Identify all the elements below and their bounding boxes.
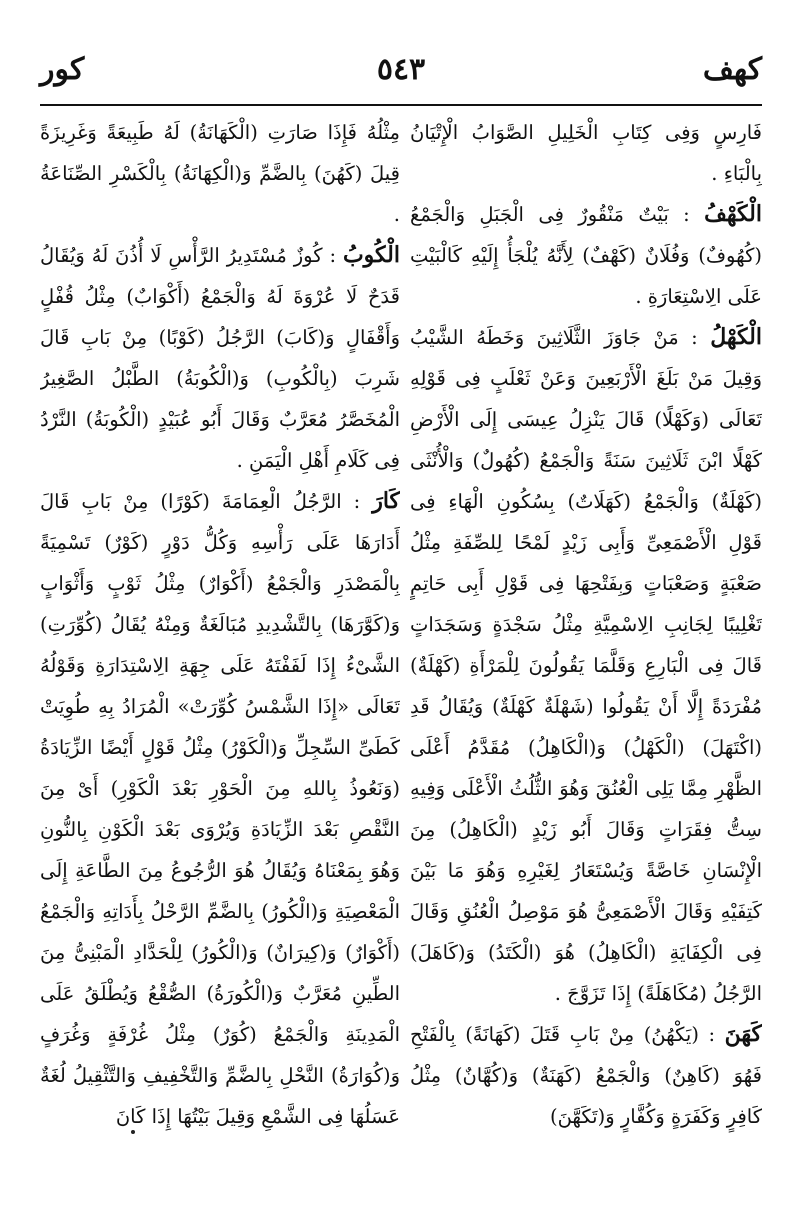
right-column [410,112,762,1182]
entry-kara [40,481,400,1137]
entry-text: : بَيْتٌ مَنْقُورٌ فِى الْجَبَلِ وَالْجَمْعُ (كُهُوفٌ) وَفُلَانٌ (كَهْفٌ) لِأَنَّهُ يُلْجَأُ إِلَيْهِ كَالْبَيْتِ عَلَى الِاسْتِعَارَةِ . [410,203,762,308]
running-headword-left: كور [40,52,85,87]
entry-kahana [410,1014,762,1137]
entry-continuation [410,112,762,194]
entry-text: فَارِسٍ وَفِى كِتَابِ الْخَلِيلِ الصَّوَابُ الْإِتْيَانُ بِالْبَاءِ . [410,121,762,185]
entry-text: : كُوزٌ مُسْتَدِيرُ الرَّأْسِ لَا أُذُنَ لَهُ وَيُقَالُ قَدَحٌ لَا عُرْوَةَ لَهُ وَالْجَمْعُ (أَكْوَابٌ) مِثْلُ قُفْلٍ وَأَقْفَالٍ وَ(كَابَ) الرَّجُلُ (كَوْبًا) مِنْ بَابِ قَالَ شَرِبَ (بِالْكُوبِ) وَ(الْكُوبَةُ) الطَّبْلُ الصَّغِيرُ الْمُخَصَّرُ مُعَرَّبٌ وَقَالَ أَبُو عُبَيْدٍ (الْكُوبَةُ) النَّرْدُ فِى كَلَامِ أَهْلِ الْيَمَنِ . [40,244,400,472]
page-number: ٥٤٣ [376,52,426,87]
entry-kahl [410,317,762,1014]
entry-kahf [410,194,762,317]
left-column [40,112,400,1182]
header-rule [40,104,762,106]
print-speck [131,1130,135,1134]
entry-headword: الْكَهْفُ [704,201,762,227]
entry-text: : الرَّجُلُ الْعِمَامَةَ (كَوْرًا) مِنْ بَابِ قَالَ أَدَارَهَا عَلَى رَأْسِهِ وَكُلُّ دَوْرٍ (كَوْرٌ) تَسْمِيَةً بِالْمَصْدَرِ وَالْجَمْعُ (أَكْوَارٌ) مِثْلُ ثَوْبٍ وَأَثْوَابٍ وَ(كَوَّرَهَا) بِالتَّشْدِيدِ مُبَالَغَةٌ وَمِنْهُ يُقَالُ (كُوِّرَتِ) الشَّىْءُ إِذَا لَفَفْتَهُ عَلَى جِهَةِ الِاسْتِدَارَةِ وَقَوْلُهُ تَعَالَى «إِذَا الشَّمْسُ كُوِّرَتْ» الْمُرَادُ بِهِ طُوِيَتْ كَطَىِّ السِّجِلِّ وَ(الْكَوْرُ) مِثْلُ قَوْلٍ أَيْضًا الزِّيَادَةُ (وَنَعُوذُ بِاللهِ مِنَ الْحَوْرِ بَعْدَ الْكَوْرِ) أَىْ مِنَ النَّقْصِ بَعْدَ الزِّيَادَةِ وَيُرْوَى بَعْدَ الْكَوْنِ بِالنُّونِ وَهُوَ بِمَعْنَاهُ وَيُقَالُ هُوَ الرُّجُوعُ مِنَ الطَّاعَةِ إِلَى الْمَعْصِيَةِ وَ(الْكُورُ) بِالضَّمِّ الرَّحْلُ بِأَدَاتِهِ وَالْجَمْعُ (أَكْوَارٌ) وَ(كِيرَانٌ) وَ(الْكُورُ) لِلْحَدَّادِ الْمَبْنِىُّ مِنَ الطِّينِ مُعَرَّبٌ وَ(الْكُورَةُ) الصُّقْعُ وَيُطْلَقُ عَلَى الْمَدِينَةِ وَالْجَمْعُ (كُوَرٌ) مِثْلُ غُرْفَةٍ وَغُرَفٍ وَ(كُوَارَةُ) النَّحْلِ بِالضَّمِّ وَالتَّخْفِيفِ وَالتَّثْقِيلُ لُغَةٌ عَسَلُهَا فِى الشَّمْعِ وَقِيلَ بَيْتُهَا إِذَا كَانَ [40,490,400,1128]
entry-text: : مَنْ جَاوَزَ الثَّلَاثِينَ وَخَطَهُ الشَّيْبُ وَقِيلَ مَنْ بَلَغَ الْأَرْبَعِينَ وَعَنْ ثَعْلَبٍ فِى قَوْلِهِ تَعَالَى (وَكَهْلًا) قَالَ يَنْزِلُ عِيسَى إِلَى الْأَرْضِ كَهْلًا ابْنَ ثَلَاثِينَ سَنَةً وَالْجَمْعُ (كُهُولٌ) وَالْأُنْثَى (كَهْلَةٌ) وَالْجَمْعُ (كَهَلَاتٌ) بِسُكُونِ الْهَاءِ فِى قَوْلِ الْأَصْمَعِىِّ وَأَبِى زَيْدٍ لَمْحًا لِلصِّفَةِ مِثْلُ صَعْبَةٍ وَصَعْبَاتٍ وَبِفَتْحِهَا فِى قَوْلِ أَبِى حَاتِمٍ تَغْلِيبًا لِجَانِبِ الِاسْمِيَّةِ مِثْلُ سَجْدَةٍ وَسَجَدَاتٍ قَالَ فِى الْبَارِعِ وَقَلَّمَا يَقُولُونَ لِلْمَرْأَةِ (كَهْلَةٌ) مُفْرَدَةً إِلَّا أَنْ يَقُولُوا (شَهْلَةٌ كَهْلَةٌ) وَيُقَالُ قَدِ (اكْتَهَلَ) (الْكَهْلُ) وَ(الْكَاهِلُ) مُقَدَّمُ أَعْلَى الظَّهْرِ مِمَّا يَلِى الْعُنُقَ وَهُوَ الثُّلُثُ الْأَعْلَى وَفِيهِ سِتُّ فِقَرَاتٍ وَقَالَ أَبُو زَيْدٍ (الْكَاهِلُ) مِنَ الْإِنْسَانِ خَاصَّةً وَيُسْتَعَارُ لِغَيْرِهِ وَهُوَ مَا بَيْنَ كَتِفَيْهِ وَقَالَ الْأَصْمَعِىُّ هُوَ مَوْصِلُ الْعُنُقِ وَقَالَ فِى الْكِفَايَةِ (الْكَاهِلُ) هُوَ (الْكَتَدُ) وَ(كَاهَلَ) الرَّجُلُ (مُكَاهَلَةً) إِذَا تَزَوَّجَ . [410,326,762,1005]
entry-headword: كَهَنَ [724,1021,762,1047]
page-header [40,52,762,94]
entry-continuation [40,112,400,235]
entry-text: : (يَكْهُنُ) مِنْ بَابِ قَتَلَ (كَهَانَةً) بِالْفَتْحِ فَهُوَ (كَاهِنٌ) وَالْجَمْعُ (كَهَنَةٌ) وَ(كُهَّانٌ) مِثْلُ كَافِرٍ وَكَفَرَةٍ وَكُفَّارٍ وَ(تَكَهَّنَ) [410,1023,762,1128]
entry-kub [40,235,400,481]
running-headword-right: كهف [702,52,762,87]
entry-headword: الْكَهْلُ [710,324,762,350]
entry-text: مِثْلُهُ فَإِذَا صَارَتِ (الْكَهَانَةُ) لَهُ طَبِيعَةً وَغَرِيزَةً قِيلَ (كَهُنَ) بِالضَّمِّ وَ(الْكِهَانَةُ) بِالْكَسْرِ الصِّنَاعَةُ . [40,121,400,226]
entry-headword: كَارَ [372,488,400,514]
entry-headword: الْكُوبُ [342,242,400,268]
